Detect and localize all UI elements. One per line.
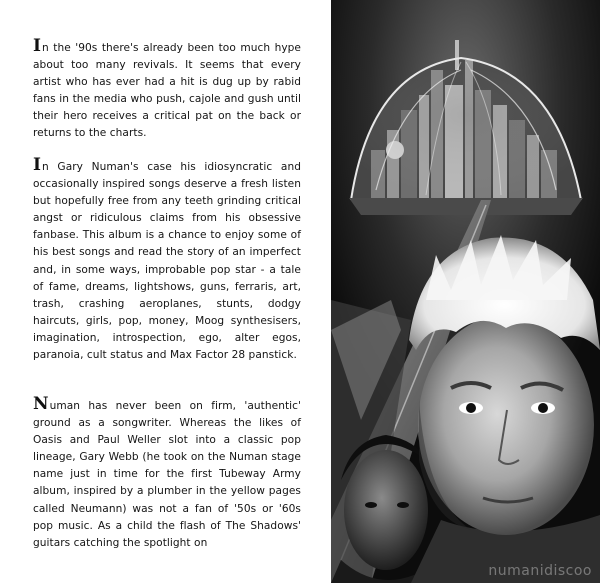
paragraph-2	[33, 155, 301, 364]
paragraph-text: n Gary Numan's case his idiosyncratic and occasionally inspired songs deserve a fresh listen but hopefully free from any teeth grinding critical angst or ridiculous claims from his obsessive fanbase. This album is a chance to enjoy some of his best songs and read the story of an imperfect and, in some ways, improbable pop star - a tale of fame, dreams, lightshows, guns, ferraris, art, trash, crashing aeroplanes, stunts, dodgy haircuts, girls, pop, money, Moog synthesisers, imagination, introspection, ego, alter egos, paranoia, cult status and Max Factor 28 panstick.	[33, 161, 301, 362]
collage-photo	[331, 0, 600, 583]
drop-cap: I	[33, 155, 42, 175]
main-figure	[409, 235, 600, 583]
paragraph-1	[33, 36, 301, 143]
drop-cap: N	[33, 394, 49, 414]
watermark-text: numanidiscoo	[488, 563, 592, 579]
collage-illustration	[331, 0, 600, 583]
drop-cap: I	[33, 36, 42, 56]
paragraph-3	[33, 394, 301, 552]
paragraph-text: uman has never been on firm, 'authentic' ground as a songwriter. Whereas the likes of Oasis and Paul Weller slot into a classic pop lineage, Gary Webb (he took on the Numan stage name just in time for the first Tubeway Army album, inspired by a plumber in the yellow pages called Neumann) was not a fan of '50s or '60s pop music. As a child the flash of The Shadows' guitars catching the spotlight on	[33, 400, 301, 549]
paragraph-text: n the '90s there's already been too much hype about too many revivals. It seems that every artist who has ever had a hit is dug up by rabid fans in the media who push, cajole and gush until their hero receives a critical pat on the back or returns to the charts.	[33, 42, 301, 140]
